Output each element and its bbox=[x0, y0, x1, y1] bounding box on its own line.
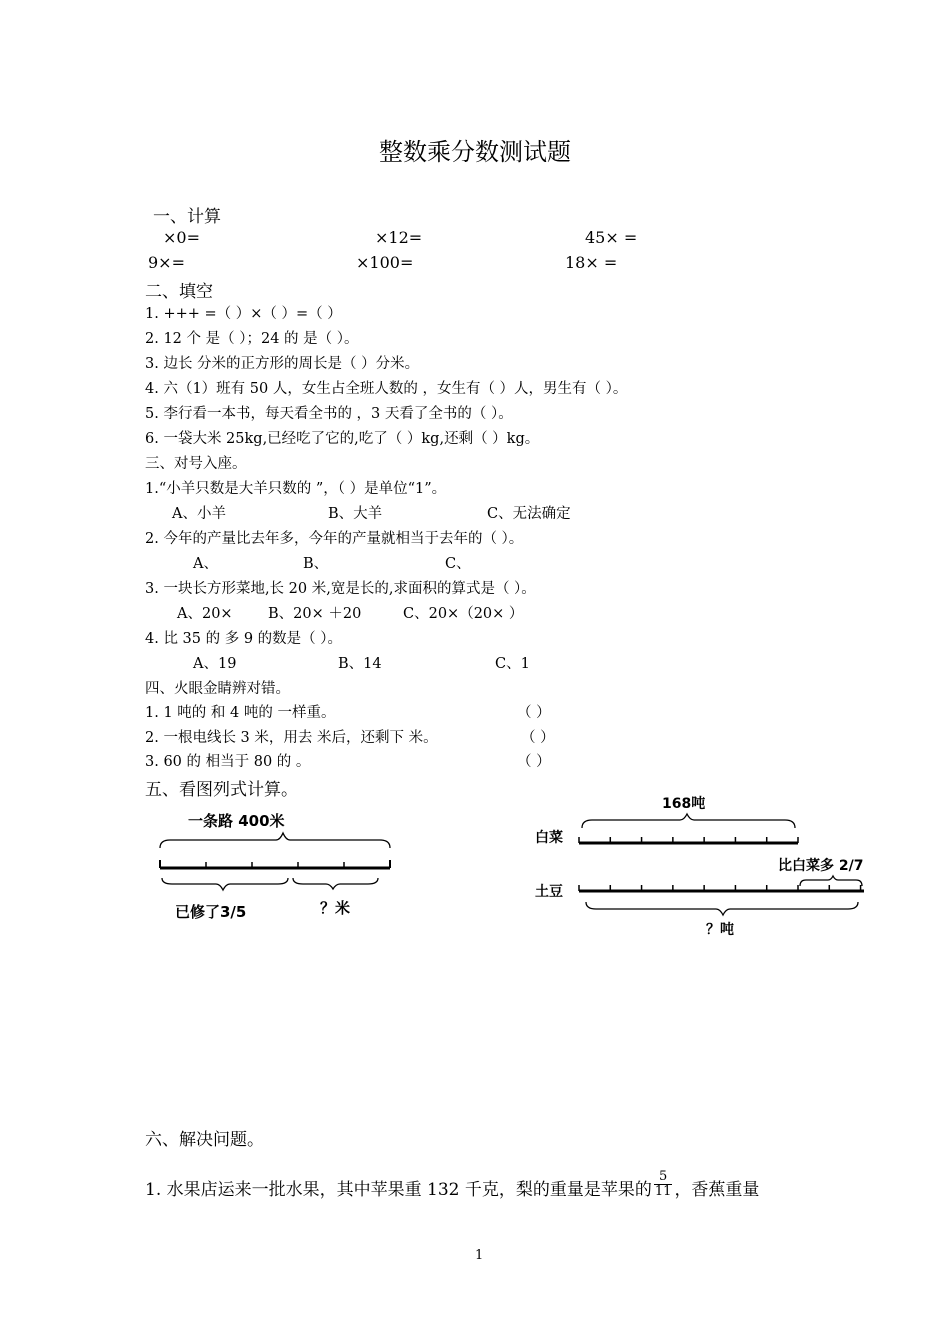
potato-label: 土豆 bbox=[535, 884, 563, 900]
calc-item: ×12= bbox=[375, 228, 423, 247]
section-1-heading: 一、计算 bbox=[153, 207, 221, 227]
page-title: 整数乘分数测试题 bbox=[379, 138, 571, 166]
fraction-denominator: 11 bbox=[654, 1184, 672, 1199]
choice-option: C、无法确定 bbox=[487, 506, 571, 522]
cabbage-weight-label: 168吨 bbox=[662, 796, 706, 812]
choice-option: B、 bbox=[303, 556, 329, 572]
fill-item: 3. 边长 分米的正方形的周长是（ ）分米。 bbox=[145, 356, 420, 372]
top-brace bbox=[160, 833, 390, 848]
judge-item: 3. 60 的 相当于 80 的 。 bbox=[145, 754, 311, 770]
judge-blank: （ ） bbox=[517, 705, 551, 721]
problem-1-after: ，香蕉重量 bbox=[674, 1180, 760, 1200]
choice-option: B、20× ＋20 bbox=[268, 606, 362, 622]
choice-option: A、 bbox=[193, 556, 218, 572]
choice-option: C、1 bbox=[495, 656, 530, 672]
potato-brace bbox=[586, 902, 858, 915]
choice-question: 3. 一块长方形菜地,长 20 米,宽是长的,求面积的算式是（ ）。 bbox=[145, 581, 536, 597]
built-part-label: 已修了3/5 bbox=[175, 903, 247, 921]
judge-blank: （ ） bbox=[517, 754, 551, 770]
fill-item: 6. 一袋大米 25kg,已经吃了它的,吃了（ ）kg,还剩（ ）kg。 bbox=[145, 431, 540, 447]
right-brace bbox=[293, 878, 378, 889]
choice-option: A、19 bbox=[193, 656, 237, 672]
cabbage-potato-diagram bbox=[530, 790, 890, 945]
potato-extra-label: 比白菜多 2/7 bbox=[778, 858, 864, 874]
fraction bbox=[654, 1170, 673, 1198]
section-5-heading: 五、看图列式计算。 bbox=[145, 780, 298, 800]
cabbage-brace bbox=[582, 814, 795, 828]
calc-item: 18× = bbox=[565, 253, 618, 272]
calc-item: ×100= bbox=[356, 253, 414, 272]
fill-item: 1. +++ =（ ）×（ ）=（ ） bbox=[145, 306, 342, 322]
left-brace bbox=[162, 878, 288, 890]
calc-item: 45× = bbox=[585, 228, 638, 247]
fill-item: 5. 李行看一本书，每天看全书的 ，3 天看了全书的（ ）。 bbox=[145, 406, 513, 422]
road-diagram bbox=[150, 800, 400, 930]
problem-1-text bbox=[145, 1169, 760, 1205]
choice-option: C、20×（20× ） bbox=[403, 606, 524, 622]
section-3-heading: 三、对号入座。 bbox=[145, 456, 247, 472]
extra-brace bbox=[800, 876, 862, 886]
choice-question: 2. 今年的产量比去年多，今年的产量就相当于去年的（ ）。 bbox=[145, 531, 524, 547]
judge-blank: （ ） bbox=[521, 730, 555, 746]
choice-option: B、大羊 bbox=[328, 506, 383, 522]
section-2-heading: 二、填空 bbox=[145, 282, 213, 302]
problem-1-before: 1. 水果店运来一批水果，其中苹果重 132 千克，梨的重量是苹果的 bbox=[145, 1180, 652, 1200]
road-total-label: 一条路 400米 bbox=[188, 812, 285, 830]
fill-item: 2. 12 个 是（ ）；24 的 是（ ）。 bbox=[145, 331, 359, 347]
section-6-heading: 六、解决问题。 bbox=[145, 1130, 264, 1150]
potato-total-label: ？吨 bbox=[706, 922, 734, 938]
choice-question: 1.“小羊只数是大羊只数的 ”，（ ）是单位“1”。 bbox=[145, 481, 447, 497]
judge-item: 2. 一根电线长 3 米，用去 米后，还剩下 米。 bbox=[145, 730, 438, 746]
section-4-heading: 四、火眼金睛辨对错。 bbox=[145, 681, 290, 697]
judge-item: 1. 1 吨的 和 4 吨的 一样重。 bbox=[145, 705, 336, 721]
calc-item: ×0= bbox=[163, 228, 200, 247]
fill-item: 4. 六（1）班有 50 人，女生占全班人数的 ，女生有（ ）人，男生有（ ）。 bbox=[145, 381, 628, 397]
fraction-numerator: 5 bbox=[654, 1170, 673, 1185]
cabbage-label: 白菜 bbox=[535, 830, 563, 846]
choice-option: A、20× bbox=[177, 606, 233, 622]
choice-question: 4. 比 35 的 多 9 的数是（ ）。 bbox=[145, 631, 343, 647]
page-number: 1 bbox=[475, 1248, 484, 1263]
calc-item: 9×= bbox=[148, 253, 185, 272]
choice-option: C、 bbox=[445, 556, 471, 572]
choice-option: B、14 bbox=[338, 656, 382, 672]
remaining-part-label: ？米 bbox=[320, 899, 351, 917]
choice-option: A、小羊 bbox=[172, 506, 226, 522]
